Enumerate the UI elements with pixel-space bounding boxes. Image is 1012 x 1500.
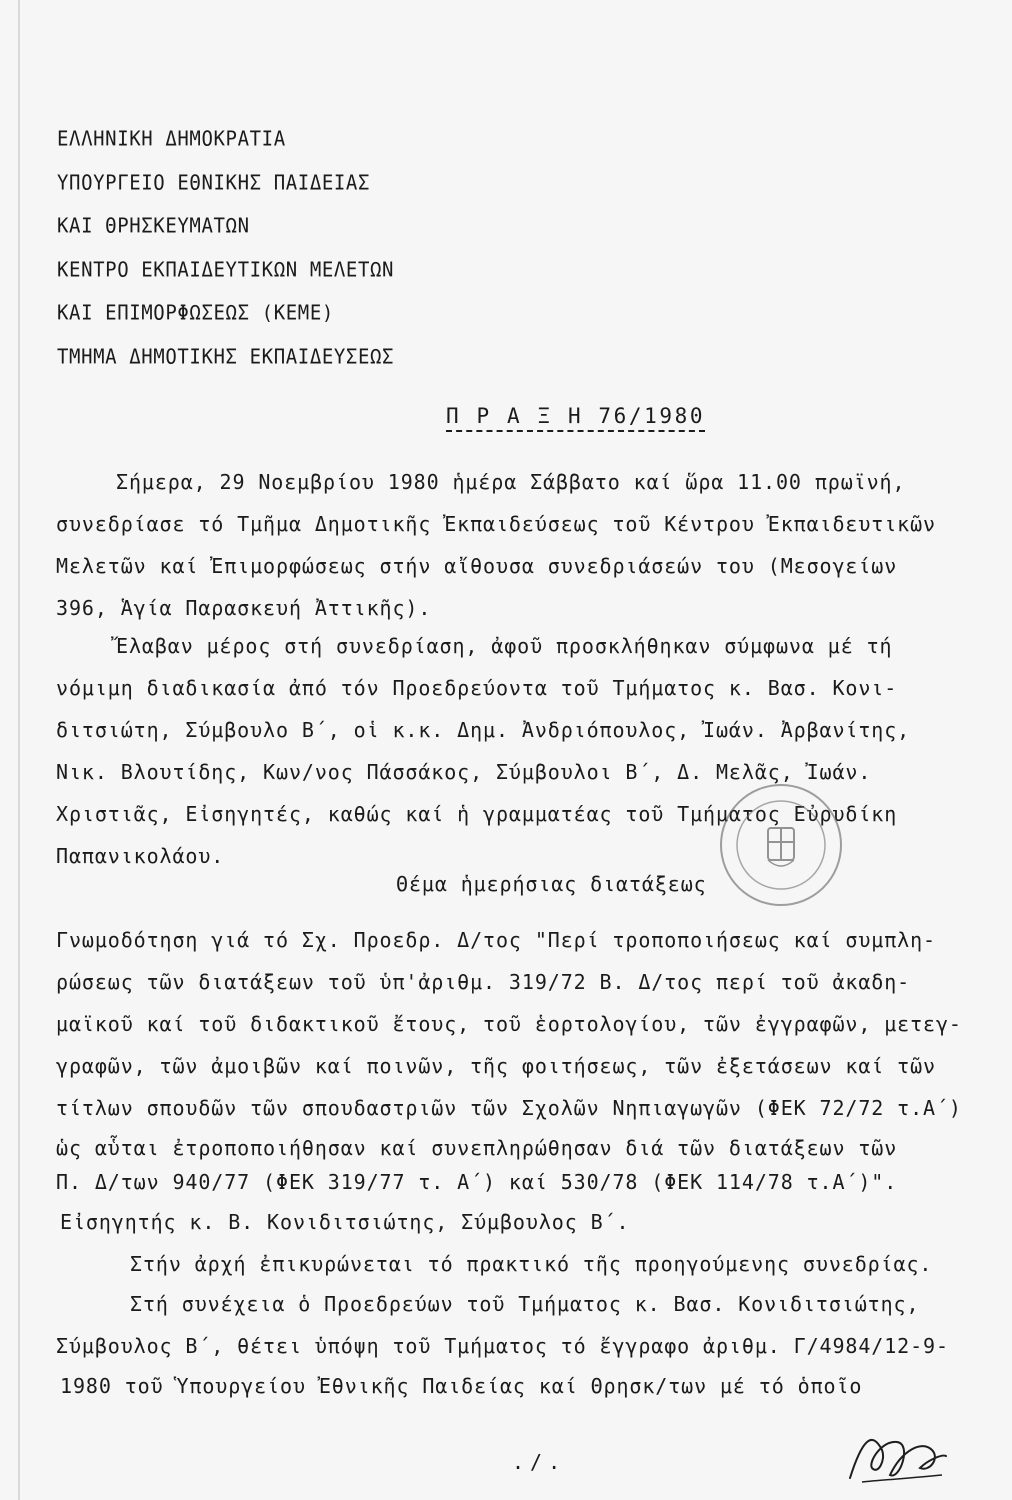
body-line: Χριστιᾶς, Εἰσηγητές, καθώς καί ἡ γραμματέας τοῦ Τμήματος Εὐρυδίκη — [56, 802, 898, 826]
body-line: Γνωμοδότηση γιά τό Σχ. Προεδρ. Δ/τος "Περί τροποποιήσεως καί συμπλη- — [56, 928, 936, 952]
letterhead-line: ΤΜΗΜΑ ΔΗΜΟΤΙΚΗΣ ΕΚΠΑΙΔΕΥΣΕΩΣ — [57, 345, 395, 369]
agenda-heading: Θέμα ἡμερήσιας διατάξεως — [396, 872, 707, 896]
body-line: Σύμβουλος Β΄, θέτει ὑπόψη τοῦ Τμήματος τό ἔγγραφο ἀριθμ. Γ/4984/12-9- — [56, 1334, 949, 1358]
body-line: Στή συνέχεια ὁ Προεδρεύων τοῦ Τμήματος κ. Βασ. Κονιδιτσιώτης, — [130, 1292, 920, 1316]
body-line: Μελετῶν καί Ἐπιμορφώσεως στήν αἴθουσα συνεδριάσεών του (Μεσογείων — [56, 554, 898, 578]
letterhead-line: ΥΠΟΥΡΓΕΙΟ ΕΘΝΙΚΗΣ ΠΑΙΔΕΙΑΣ — [57, 171, 371, 195]
handwritten-signature — [842, 1420, 952, 1490]
body-line: νόμιμη διαδικασία ἀπό τόν Προεδρεύοντα τοῦ Τμήματος κ. Βασ. Κονι- — [56, 676, 898, 700]
body-line: γραφῶν, τῶν ἀμοιβῶν καί ποινῶν, τῆς φοιτήσεως, τῶν ἐξετάσεων καί τῶν — [56, 1054, 936, 1078]
body-line: Εἰσηγητής κ. Β. Κονιδιτσιώτης, Σύμβουλος Β΄. — [60, 1210, 630, 1234]
body-line: τίτλων σπουδῶν τῶν σπουδαστριῶν τῶν Σχολῶν Νηπιαγωγῶν (ΦΕΚ 72/72 τ.Α΄) — [56, 1096, 962, 1120]
letterhead — [57, 118, 394, 379]
body-line: ρώσεως τῶν διατάξεων τοῦ ὑπ'ἀριθμ. 319/72 Β. Δ/τος περί τοῦ ἀκαδη- — [56, 970, 911, 994]
body-line: Στήν ἀρχή ἐπικυρώνεται τό πρακτικό τῆς προηγούμενης συνεδρίας. — [130, 1252, 933, 1276]
body-line: 396, Ἁγία Παρασκευή Ἀττικῆς). — [56, 596, 432, 620]
body-line: Π. Δ/των 940/77 (ΦΕΚ 319/77 τ. Α΄) καί 530/78 (ΦΕΚ 114/78 τ.Α΄)". — [56, 1170, 898, 1194]
letterhead-line: ΚΑΙ ΕΠΙΜΟΡΦΩΣΕΩΣ (ΚΕΜΕ) — [57, 301, 334, 325]
body-line: Ἔλαβαν μέρος στή συνεδρίαση, ἀφοῦ προσκλήθηκαν σύμφωνα μέ τή — [116, 634, 893, 658]
body-line: Σήμερα, 29 Νοεμβρίου 1980 ἡμέρα Σάββατο καί ὥρα 11.00 πρωϊνή, — [116, 470, 906, 494]
body-line: συνεδρίασε τό Τμῆμα Δημοτικῆς Ἐκπαιδεύσεως τοῦ Κέντρου Ἐκπαιδευτικῶν — [56, 512, 936, 536]
body-line: 1980 τοῦ Ὑπουργείου Ἐθνικῆς Παιδείας καί Θρησκ/των μέ τό ὁποῖο — [60, 1374, 863, 1398]
body-line: διτσιώτη, Σύμβουλο Β΄, οἱ κ.κ. Δημ. Ἀνδριόπουλος, Ἰωάν. Ἀρβανίτης, — [56, 718, 911, 742]
body-line: Παπανικολάου. — [56, 844, 225, 868]
letterhead-line: ΕΛΛΗΝΙΚΗ ΔΗΜΟΚΡΑΤΙΑ — [57, 127, 286, 151]
letterhead-line: ΚΑΙ ΘΡΗΣΚΕΥΜΑΤΩΝ — [57, 214, 250, 238]
page-continuation-mark: ./. — [512, 1450, 567, 1474]
body-line: ὡς αὗται ἐτροποποιήθησαν καί συνεπληρώθησαν διά τῶν διατάξεων τῶν — [56, 1136, 898, 1160]
letterhead-line: ΚΕΝΤΡΟ ΕΚΠΑΙΔΕΥΤΙΚΩΝ ΜΕΛΕΤΩΝ — [57, 258, 395, 282]
document-title: Π Ρ Α Ξ Η 76/1980 — [446, 404, 706, 428]
official-seal-stamp — [716, 780, 846, 910]
body-line: μαϊκοῦ καί τοῦ διδακτικοῦ ἔτους, τοῦ ἑορτολογίου, τῶν ἐγγραφῶν, μετεγ- — [56, 1012, 962, 1036]
body-line: Νικ. Βλουτίδης, Κων/νος Πάσσάκος, Σύμβουλοι Β΄, Δ. Μελᾶς, Ἰωάν. — [56, 760, 872, 784]
